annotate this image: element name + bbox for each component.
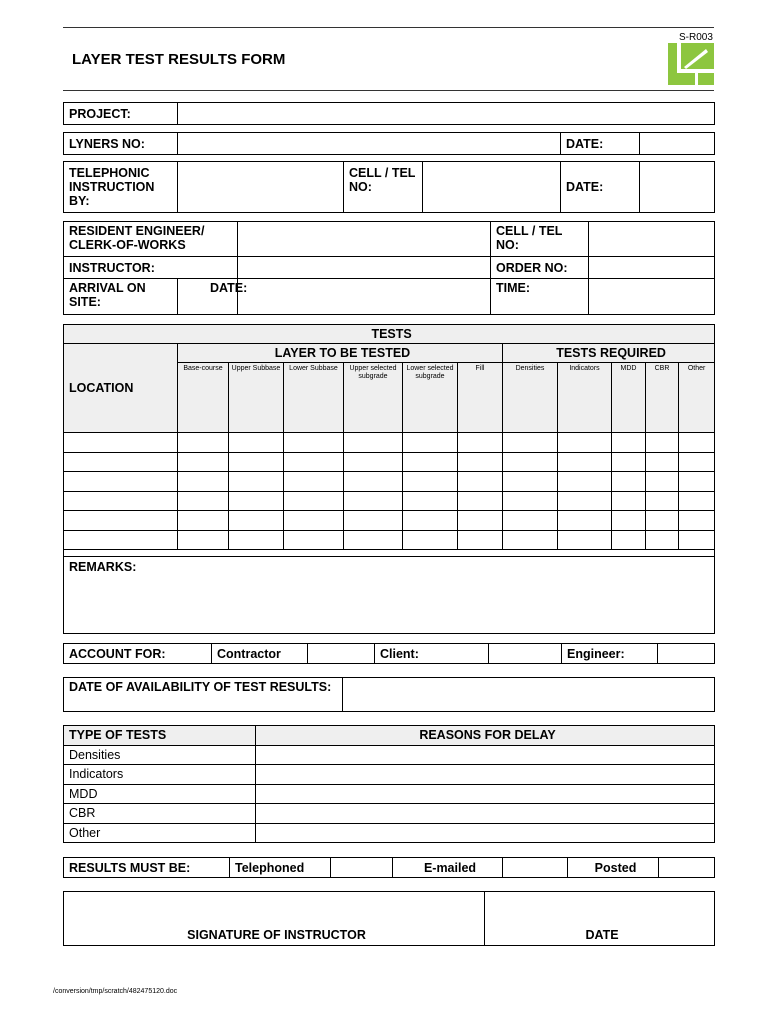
instructor-label: INSTRUCTOR: [64,257,238,279]
account-table [63,643,715,664]
client-checkbox[interactable] [489,644,562,664]
emailed-label: E-mailed [393,858,503,878]
form-code: S-R003 [679,32,713,43]
telephonic-date-label: DATE: [561,162,640,213]
col-mdd: MDD [612,363,646,433]
col-upper-subbase: Upper Subbase [229,363,284,433]
table-row [64,491,715,511]
layer-heading: LAYER TO BE TESTED [178,344,503,363]
table-row [64,452,715,472]
tests-table [63,324,715,634]
delay-reason-field[interactable] [256,784,715,804]
lyners-date-field[interactable] [640,133,715,155]
availability-table [63,677,715,712]
order-label: ORDER NO: [491,257,589,279]
table-row [64,784,715,804]
lyners-field[interactable] [178,133,561,155]
col-lower-subbase: Lower Subbase [284,363,344,433]
delay-reason-field[interactable] [256,765,715,785]
engineer-label: Engineer: [562,644,658,664]
col-fill: Fill [458,363,503,433]
emailed-checkbox[interactable] [503,858,568,878]
table-row [64,823,715,843]
telephonic-cell-field[interactable] [423,162,561,213]
resident-cell-label: CELL / TEL NO: [491,222,589,257]
delay-table [63,725,715,843]
table-row [64,804,715,824]
location-cell[interactable] [64,472,178,492]
signature-date-label: DATE [585,928,619,942]
telephonic-table [63,161,715,213]
table-row [64,765,715,785]
time-field[interactable] [589,279,715,315]
posted-checkbox[interactable] [659,858,715,878]
results-table [63,857,715,878]
required-heading: TESTS REQUIRED [503,344,715,363]
time-label: TIME: [491,279,589,315]
delay-type-cbr: CBR [64,804,256,824]
delay-type-indicators: Indicators [64,765,256,785]
resident-label: RESIDENT ENGINEER/ CLERK-OF-WORKS [64,222,238,257]
remarks-field[interactable] [64,557,715,634]
telephoned-checkbox[interactable] [331,858,393,878]
reasons-heading: REASONS FOR DELAY [256,726,715,746]
resident-field[interactable] [238,222,491,257]
table-row [64,472,715,492]
col-indicators: Indicators [558,363,612,433]
spacer-row [64,550,715,557]
top-rule [63,27,714,28]
delay-type-mdd: MDD [64,784,256,804]
arrival-date-label: DATE: [178,279,238,315]
lyners-date-label: DATE: [561,133,640,155]
location-cell[interactable] [64,491,178,511]
location-cell[interactable] [64,452,178,472]
table-row [64,511,715,531]
telephonic-cell-label: CELL / TEL NO: [344,162,423,213]
delay-type-other: Other [64,823,256,843]
col-other: Other [679,363,715,433]
project-label: PROJECT: [64,103,178,125]
delay-reason-field[interactable] [256,745,715,765]
signature-date-field[interactable] [485,892,715,946]
col-base-course: Base-course [178,363,229,433]
col-cbr: CBR [646,363,679,433]
footer-path: /conversion/tmp/scratch/482475120.doc [53,988,178,995]
col-densities: Densities [503,363,558,433]
arrival-date-field[interactable] [238,279,491,315]
green-block-logo-icon [668,43,714,85]
tests-heading: TESTS [64,325,715,344]
posted-label: Posted [568,858,659,878]
availability-field[interactable] [343,678,715,712]
type-heading: TYPE OF TESTS [64,726,256,746]
location-cell[interactable] [64,530,178,550]
table-row [64,530,715,550]
availability-label: DATE OF AVAILABILITY OF TEST RESULTS: [64,678,343,712]
signature-field[interactable] [64,892,485,946]
telephonic-field[interactable] [178,162,344,213]
lyners-table [63,132,715,155]
signature-label: SIGNATURE OF INSTRUCTOR [187,928,366,942]
delay-type-densities: Densities [64,745,256,765]
location-label: LOCATION [64,344,178,433]
remarks-label: REMARKS: [69,560,137,574]
arrival-label: ARRIVAL ON SITE: [64,279,178,315]
delay-reason-field[interactable] [256,823,715,843]
instructor-field[interactable] [238,257,491,279]
client-label: Client: [375,644,489,664]
table-row [64,745,715,765]
account-label: ACCOUNT FOR: [64,644,212,664]
telephonic-label: TELEPHONIC INSTRUCTION BY: [64,162,178,213]
telephoned-label: Telephoned [230,858,331,878]
form-title: LAYER TEST RESULTS FORM [72,51,286,68]
results-label: RESULTS MUST BE: [64,858,230,878]
contractor-checkbox[interactable] [308,644,375,664]
location-cell[interactable] [64,433,178,453]
contractor-label: Contractor [212,644,308,664]
delay-reason-field[interactable] [256,804,715,824]
engineer-checkbox[interactable] [658,644,715,664]
lyners-label: LYNERS NO: [64,133,178,155]
resident-cell-field[interactable] [589,222,715,257]
col-lower-selected-subgrade: Lower selected subgrade [403,363,458,433]
location-cell[interactable] [64,511,178,531]
project-field[interactable] [178,103,715,125]
header-rule [63,90,714,91]
order-field[interactable] [589,257,715,279]
col-upper-selected-subgrade: Upper selected subgrade [344,363,403,433]
telephonic-date-field[interactable] [640,162,715,213]
signature-table [63,891,715,946]
table-row [64,433,715,453]
resident-table [63,221,715,315]
project-table [63,102,715,125]
